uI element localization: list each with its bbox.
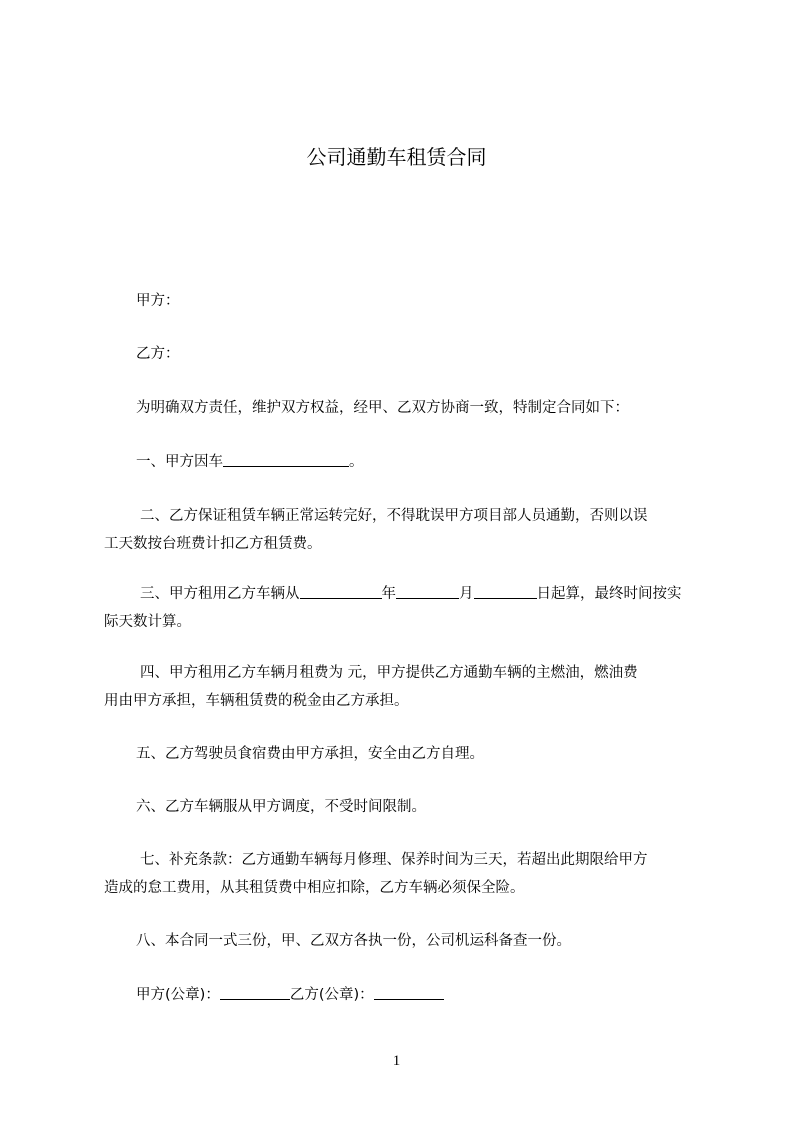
party-b-seal-blank <box>374 983 444 1000</box>
clause-3-line-2: 际天数计算。 <box>104 614 191 630</box>
clause-2-line-2: 工天数按台班费计扣乙方租赁费。 <box>104 536 322 552</box>
clause-4-line-1: 四、甲方租用乙方车辆月租费为 元，甲方提供乙方通勤车辆的主燃油，燃油费 <box>140 665 638 681</box>
party-a-line: 甲方： <box>136 293 180 309</box>
month-label: 月 <box>459 586 474 602</box>
clause-6: 六、乙方车辆服从甲方调度，不受时间限制。 <box>136 799 426 815</box>
clause-1-text: 一、甲方因车 <box>136 454 223 470</box>
preamble: 为明确双方责任，维护双方权益，经甲、乙双方协商一致，特制定合同如下： <box>136 400 629 416</box>
clause-3-line-1 <box>104 580 740 608</box>
clause-7-line-2: 造成的怠工费用，从其租赁费中相应扣除，乙方车辆必须保全险。 <box>104 880 525 896</box>
day-label-text: 日起算，最终时间按实 <box>536 586 682 602</box>
clause-5: 五、乙方驾驶员食宿费由甲方承担，安全由乙方自理。 <box>136 746 484 762</box>
signature-line <box>104 981 736 1009</box>
party-b-seal-label: 乙方(公章)： <box>289 987 374 1003</box>
clause-7-line-1: 七、补充条款：乙方通勤车辆每月修理、保养时间为三天，若超出此期限给甲方 <box>140 852 648 868</box>
clause-4-line-2: 用由甲方承担，车辆租赁费的税金由乙方承担。 <box>104 693 409 709</box>
day-blank <box>474 582 537 599</box>
document-title: 公司通勤车租赁合同 <box>306 145 487 169</box>
clause-2-line-1: 二、乙方保证租赁车辆正常运转完好，不得耽误甲方项目部人员通勤，否则以误 <box>140 508 648 524</box>
month-blank <box>396 582 459 599</box>
clause-1-blank <box>223 450 349 467</box>
clause-8: 八、本合同一式三份，甲、乙双方各执一份，公司机运科备查一份。 <box>136 933 571 949</box>
page-number: 1 <box>392 1053 401 1069</box>
clause-1-suffix: 。 <box>349 454 364 470</box>
party-a-seal-blank <box>220 983 290 1000</box>
party-b-line: 乙方： <box>136 346 180 362</box>
party-a-seal-label: 甲方(公章)： <box>136 987 220 1003</box>
year-blank <box>300 582 382 599</box>
clause-3-text: 三、甲方租用乙方车辆从 <box>140 586 300 602</box>
clause-1 <box>104 448 736 476</box>
year-label: 年 <box>381 586 396 602</box>
